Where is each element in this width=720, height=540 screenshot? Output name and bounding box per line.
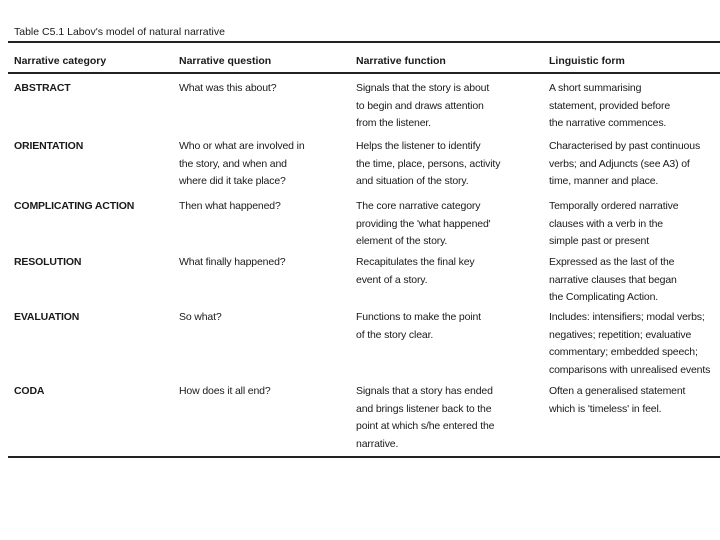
cell-line: Signals that a story has ended	[356, 385, 493, 397]
cell-line: Temporally ordered narrative	[549, 200, 679, 212]
table-caption: Table C5.1 Labov's model of natural narrative	[14, 26, 225, 38]
cell-line: narrative.	[356, 437, 399, 450]
cell-category	[14, 254, 81, 272]
cell-category	[14, 80, 71, 98]
cell-line: narrative clauses that began	[549, 273, 677, 286]
cell-function	[356, 198, 491, 251]
cell-line: the Complicating Action.	[549, 291, 659, 303]
cell-question	[179, 80, 276, 98]
cell-line: from the listener.	[356, 117, 431, 129]
header-question: Narrative question	[179, 55, 272, 67]
cell-line: where did it take place?	[179, 175, 286, 187]
cell-function	[356, 254, 475, 289]
cell-line: Often a generalised statement	[549, 385, 686, 397]
header-form: Linguistic form	[549, 55, 625, 67]
cell-line: Functions to make the point	[356, 311, 481, 323]
cell-function	[356, 138, 500, 191]
category-label: COMPLICATING ACTION	[14, 200, 135, 212]
cell-line: time, manner and place.	[549, 175, 659, 187]
cell-line: the story, and when and	[179, 157, 287, 170]
cell-line: the time, place, persons, activity	[356, 157, 501, 170]
header-category: Narrative category	[14, 55, 107, 67]
cell-line: statement, provided before	[549, 99, 671, 112]
cell-question	[179, 309, 222, 327]
cell-category	[14, 383, 44, 401]
cell-form	[549, 198, 678, 251]
cell-line: So what?	[179, 311, 222, 323]
cell-category	[14, 138, 83, 156]
cell-form	[549, 80, 670, 133]
cell-line: Helps the listener to identify	[356, 140, 481, 152]
cell-line: of the story clear.	[356, 328, 434, 341]
cell-question	[179, 383, 271, 401]
cell-line: to begin and draws attention	[356, 99, 484, 112]
cell-line: verbs; and Adjuncts (see A3) of	[549, 157, 690, 170]
cell-line: which is 'timeless' in feel.	[549, 402, 662, 415]
cell-line: negatives; repetition; evaluative	[549, 328, 692, 341]
header-function: Narrative function	[356, 55, 446, 67]
cell-line: and situation of the story.	[356, 175, 469, 187]
cell-line: Signals that the story is about	[356, 82, 490, 94]
cell-line: event of a story.	[356, 273, 428, 286]
cell-line: Characterised by past continuous	[549, 140, 701, 152]
cell-line: The core narrative category	[356, 200, 481, 212]
cell-line: Expressed as the last of the	[549, 256, 675, 268]
cell-line: the narrative commences.	[549, 117, 667, 129]
category-label: ORIENTATION	[14, 140, 84, 152]
cell-question	[179, 198, 281, 216]
cell-line: point at which s/he entered the	[356, 420, 495, 432]
cell-category	[14, 198, 134, 216]
cell-category	[14, 309, 79, 327]
cell-line: A short summarising	[549, 82, 642, 94]
cell-line: element of the story.	[356, 235, 448, 247]
cell-form	[549, 309, 710, 379]
category-label: EVALUATION	[14, 311, 80, 323]
cell-line: What finally happened?	[179, 256, 286, 268]
cell-question	[179, 138, 305, 191]
cell-line: Then what happened?	[179, 200, 281, 212]
bottom-rule	[8, 456, 720, 458]
cell-line: clauses with a verb in the	[549, 217, 663, 230]
cell-line: simple past or present	[549, 235, 649, 247]
cell-line: providing the 'what happened'	[356, 217, 491, 230]
cell-form	[549, 254, 677, 307]
category-label: CODA	[14, 385, 45, 397]
cell-function	[356, 309, 481, 344]
cell-line: Includes: intensifiers; modal verbs;	[549, 311, 705, 323]
cell-line: How does it all end?	[179, 385, 271, 397]
cell-form	[549, 138, 700, 191]
top-rule	[8, 41, 720, 43]
cell-line: and brings listener back to the	[356, 402, 492, 415]
cell-line: What was this about?	[179, 82, 277, 94]
header-rule	[8, 72, 720, 74]
category-label: RESOLUTION	[14, 256, 82, 268]
cell-line: Recapitulates the final key	[356, 256, 475, 268]
cell-form	[549, 383, 685, 418]
cell-function	[356, 383, 494, 453]
category-label: ABSTRACT	[14, 82, 71, 94]
cell-question	[179, 254, 285, 272]
cell-line: commentary; embedded speech;	[549, 346, 698, 358]
cell-line: comparisons with unrealised events	[549, 363, 711, 376]
cell-function	[356, 80, 489, 133]
cell-line: Who or what are involved in	[179, 140, 305, 152]
